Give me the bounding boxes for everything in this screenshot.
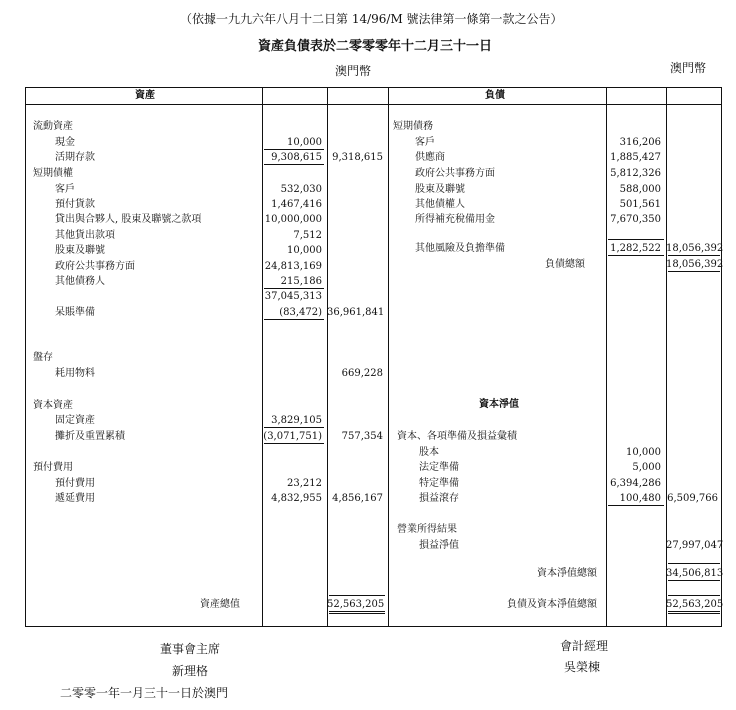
retained-label: 損益滾存 (419, 493, 459, 504)
accountant-title: 會計經理 (560, 639, 609, 653)
shareholders-amount: 10,000 (287, 245, 322, 256)
total-liabilities-value: 18,056,392 (666, 259, 724, 270)
bad-debt-total: 36,961,841 (327, 307, 385, 318)
depreciation-label: 攤折及重置累積 (55, 431, 125, 442)
bad-debt-label: 呆賬準備 (55, 307, 95, 318)
liab-government-label: 政府公共事務方面 (415, 168, 495, 179)
cash-label: 現金 (55, 137, 75, 148)
operating-result-label: 營業所得結果 (397, 524, 457, 535)
demand-deposits-label: 活期存款 (55, 152, 95, 163)
demand-deposits-amount: 9,308,615 (271, 152, 322, 163)
liabilities-heading: 負債 (485, 90, 505, 101)
accountant-name: 吳榮棟 (564, 660, 601, 674)
column-divider (327, 87, 328, 627)
government-amount: 24,813,169 (264, 261, 322, 272)
liab-government-amount: 5,812,326 (610, 168, 661, 179)
underline (264, 164, 324, 165)
other-loans-amount: 7,512 (293, 230, 322, 241)
board-chair-name: 新理格 (172, 664, 209, 678)
share-capital-amount: 10,000 (626, 447, 661, 458)
prepayments-amount: 1,467,416 (271, 199, 322, 210)
underline (668, 271, 720, 272)
other-loans-label: 其他貨出款項 (55, 230, 115, 241)
underline (668, 595, 720, 596)
capital-assets-label: 資本資產 (33, 400, 73, 411)
deferred-amount: 4,832,955 (271, 493, 322, 504)
liab-customers-label: 客戶 (415, 137, 435, 148)
column-divider (388, 87, 389, 627)
total-assets-value: 52,563,205 (327, 599, 385, 610)
total-net-worth-value: 34,506,813 (666, 568, 724, 579)
column-divider (262, 87, 263, 627)
inventory-label: 盤存 (33, 352, 53, 363)
double-underline (329, 611, 385, 614)
underline (264, 149, 324, 150)
currency-label-right: 澳門幣 (670, 61, 707, 75)
date-place: 二零零一年一月三十一日於澳門 (60, 686, 229, 700)
underline (329, 595, 385, 596)
underline (608, 239, 664, 240)
consumables-total: 669,228 (341, 368, 383, 379)
deferred-total: 4,856,167 (332, 493, 383, 504)
prepaid-expenses-label: 預付費用 (33, 462, 73, 473)
net-worth-heading: 資本淨值 (479, 399, 519, 410)
underline (264, 443, 324, 444)
liab-shareholders-amount: 588,000 (619, 184, 661, 195)
double-underline (668, 611, 720, 614)
total-assets-label: 資產總值 (200, 599, 240, 610)
other-creditors-label: 其他債權人 (415, 199, 465, 210)
other-risk-amount: 1,282,522 (610, 243, 661, 254)
law-note: （依據一九九六年八月十二日第 14/96/M 號法律第一條第一款之公告） (180, 12, 563, 26)
prepaid-label: 預付費用 (55, 478, 95, 489)
fixed-assets-label: 固定資產 (55, 415, 95, 426)
underline (608, 505, 664, 506)
net-profit-total: 27,997,047 (666, 540, 724, 551)
currency-label-left: 澳門幣 (335, 64, 372, 78)
retained-amount: 100,480 (619, 493, 661, 504)
capital-reserves-label: 資本、各項準備及損益彙積 (397, 431, 517, 442)
total-liabilities-label: 負債總額 (545, 259, 585, 270)
other-risk-total: 18,056,392 (666, 243, 724, 254)
short-term-claims-label: 短期債權 (33, 168, 73, 179)
liab-shareholders-label: 股東及聯號 (415, 184, 465, 195)
other-debtors-amount: 215,186 (280, 276, 322, 287)
other-debtors-label: 其他債務人 (55, 276, 105, 287)
fixed-assets-amount: 3,829,105 (271, 415, 322, 426)
header-rule (25, 104, 722, 105)
board-chair-title: 董事會主席 (160, 642, 221, 656)
total-net-worth-label: 資本淨值總額 (537, 568, 597, 579)
prepaid-amount: 23,212 (287, 478, 322, 489)
special-reserve-amount: 6,394,286 (610, 478, 661, 489)
total-liab-net-label: 負債及資本淨值總額 (507, 599, 597, 610)
liab-customers-amount: 316,206 (619, 137, 661, 148)
prepayments-label: 預付貨款 (55, 199, 95, 210)
customers-label: 客戶 (55, 184, 75, 195)
underline (264, 427, 324, 428)
customers-amount: 532,030 (280, 184, 322, 195)
retained-total: 6,509,766 (667, 493, 718, 504)
tax-reserve-amount: 7,670,350 (610, 214, 661, 225)
underline (668, 255, 720, 256)
shareholders-label: 股東及聯號 (55, 245, 105, 256)
total-liab-net-value: 52,563,205 (666, 599, 724, 610)
other-risk-label: 其他風險及負擔準備 (415, 243, 505, 254)
page-title: 資產負債表於二零零零年十二月三十一日 (258, 39, 493, 54)
bad-debt-amount: (83,472) (279, 307, 322, 318)
loans-partners-label: 貸出與合夥人, 股東及聯號之款項 (55, 214, 202, 225)
underline (668, 580, 720, 581)
underline (264, 319, 324, 320)
assets-heading: 資產 (135, 90, 155, 101)
legal-reserve-amount: 5,000 (632, 462, 661, 473)
deferred-label: 遞延費用 (55, 493, 95, 504)
depreciation-total: 757,354 (341, 431, 383, 442)
suppliers-label: 供應商 (415, 152, 445, 163)
government-label: 政府公共事務方面 (55, 261, 135, 272)
legal-reserve-label: 法定準備 (419, 462, 459, 473)
tax-reserve-label: 所得補充稅備用金 (415, 214, 495, 225)
cash-amount: 10,000 (287, 137, 322, 148)
other-creditors-amount: 501,561 (619, 199, 661, 210)
demand-deposits-total: 9,318,615 (332, 152, 383, 163)
underline (668, 563, 720, 564)
underline (608, 255, 664, 256)
depreciation-amount: (3,071,751) (263, 431, 322, 442)
loans-partners-amount: 10,000,000 (264, 214, 322, 225)
claims-subtotal: 37,045,313 (264, 291, 322, 302)
net-profit-label: 損益淨值 (419, 540, 459, 551)
consumables-label: 耗用物料 (55, 368, 95, 379)
underline (264, 288, 324, 289)
share-capital-label: 股本 (419, 447, 439, 458)
short-term-debts-label: 短期債務 (393, 121, 433, 132)
special-reserve-label: 特定準備 (419, 478, 459, 489)
suppliers-amount: 1,885,427 (610, 152, 661, 163)
current-assets-label: 流動資產 (33, 121, 73, 132)
